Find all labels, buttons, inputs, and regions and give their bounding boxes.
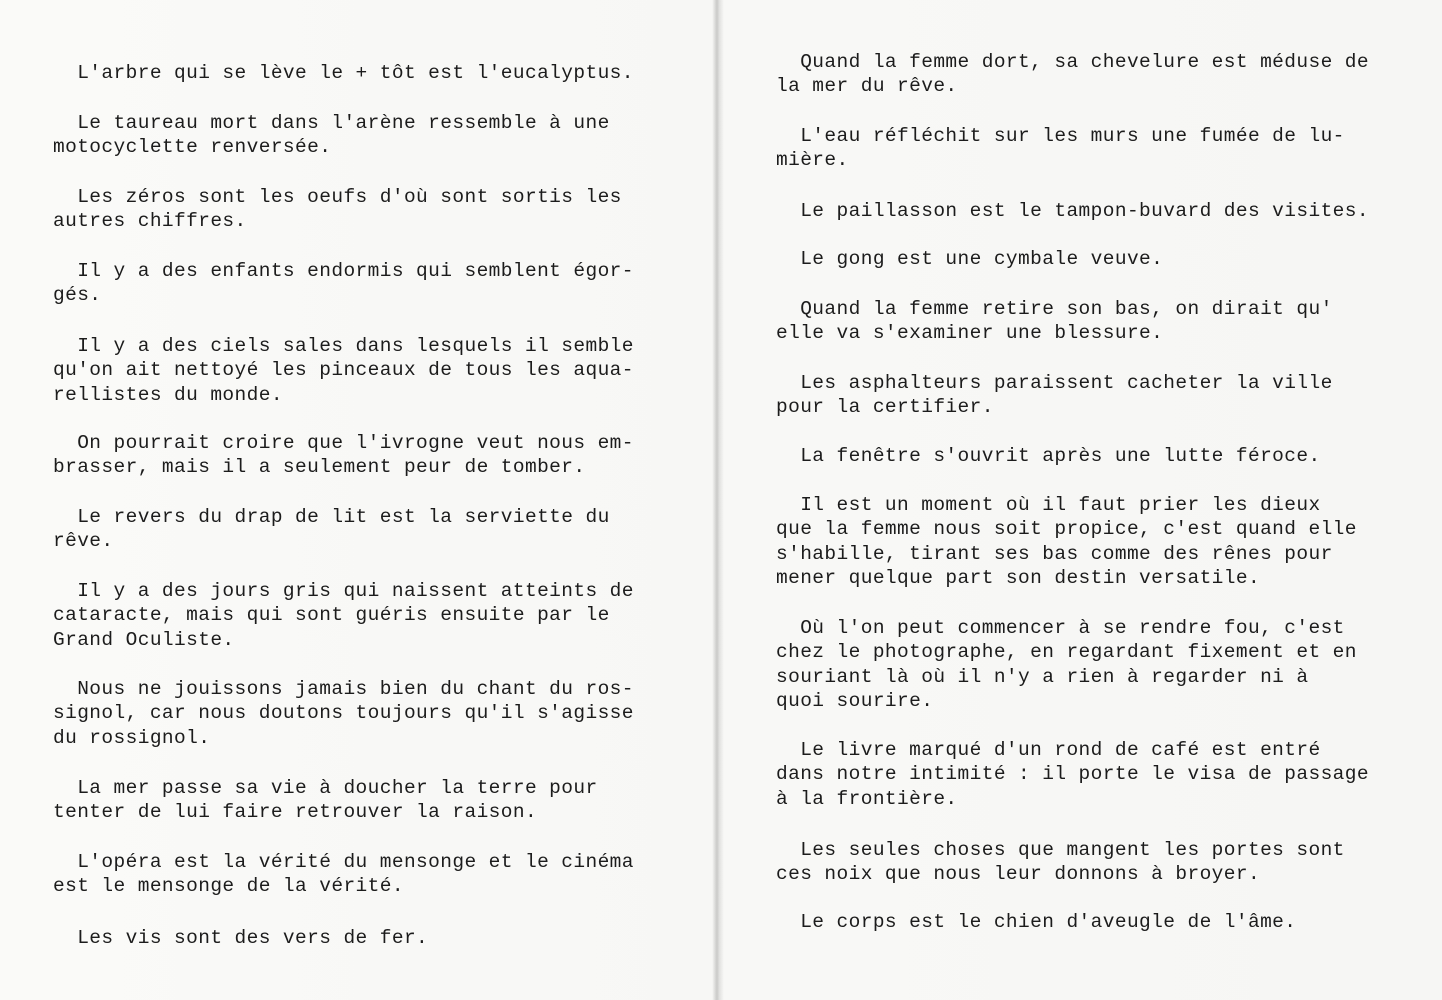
- right-paragraph-7: La fenêtre s'ouvrit après une lutte féroce.: [776, 445, 1321, 467]
- right-paragraph-4: Le gong est une cymbale veuve.: [776, 248, 1164, 270]
- left-paragraph-2: Le taureau mort dans l'arène ressemble à une motocyclette renversée.: [53, 112, 610, 159]
- right-paragraph-3: Le paillasson est le tampon-buvard des visites.: [776, 200, 1369, 222]
- left-paragraph-1: L'arbre qui se lève le + tôt est l'eucalyptus.: [53, 62, 634, 84]
- left-paragraph-9: Nous ne jouissons jamais bien du chant du ros- signol, car nous doutons toujours qu'il s'agisse du rossignol.: [53, 678, 634, 749]
- left-paragraph-8: Il y a des jours gris qui naissent atteints de cataracte, mais qui sont guéris ensuite par le Grand Oculiste.: [53, 580, 634, 651]
- right-paragraph-11: Les seules choses que mangent les portes sont ces noix que nous leur donnons à broyer.: [776, 839, 1345, 886]
- left-paragraph-11: L'opéra est la vérité du mensonge et le cinéma est le mensonge de la vérité.: [53, 851, 634, 898]
- left-paragraph-4: Il y a des enfants endormis qui semblent égor- gés.: [53, 260, 634, 307]
- right-paragraph-6: Les asphalteurs paraissent cacheter la ville pour la certifier.: [776, 372, 1333, 419]
- left-page: [0, 0, 718, 1000]
- right-page: [718, 0, 1442, 1000]
- right-paragraph-12: Le corps est le chien d'aveugle de l'âme.: [776, 911, 1297, 933]
- left-paragraph-12: Les vis sont des vers de fer.: [53, 927, 429, 949]
- right-paragraph-8: Il est un moment où il faut prier les dieux que la femme nous soit propice, c'est quand elle s'habille, tirant ses bas comme des rênes pour mener quelque part son destin versatile.: [776, 494, 1357, 589]
- right-paragraph-2: L'eau réfléchit sur les murs une fumée de lu- mière.: [776, 125, 1345, 172]
- left-paragraph-6: On pourrait croire que l'ivrogne veut nous em- brasser, mais il a seulement peur de tomber.: [53, 432, 634, 479]
- right-paragraph-5: Quand la femme retire son bas, on dirait qu' elle va s'examiner une blessure.: [776, 298, 1333, 345]
- right-paragraph-9: Où l'on peut commencer à se rendre fou, c'est chez le photographe, en regardant fixement et en souriant là où il n'y a rien à regarder ni à quoi sourire.: [776, 617, 1357, 712]
- left-paragraph-3: Les zéros sont les oeufs d'où sont sortis les autres chiffres.: [53, 186, 622, 233]
- left-paragraph-7: Le revers du drap de lit est la serviette du rêve.: [53, 506, 610, 553]
- right-paragraph-1: Quand la femme dort, sa chevelure est méduse de la mer du rêve.: [776, 51, 1369, 98]
- left-paragraph-5: Il y a des ciels sales dans lesquels il semble qu'on ait nettoyé les pinceaux de tous les aqua- rellistes du monde.: [53, 335, 634, 406]
- right-paragraph-10: Le livre marqué d'un rond de café est entré dans notre intimité : il porte le visa de passage à la frontière.: [776, 739, 1369, 810]
- left-paragraph-10: La mer passe sa vie à doucher la terre pour tenter de lui faire retrouver la raison.: [53, 777, 598, 824]
